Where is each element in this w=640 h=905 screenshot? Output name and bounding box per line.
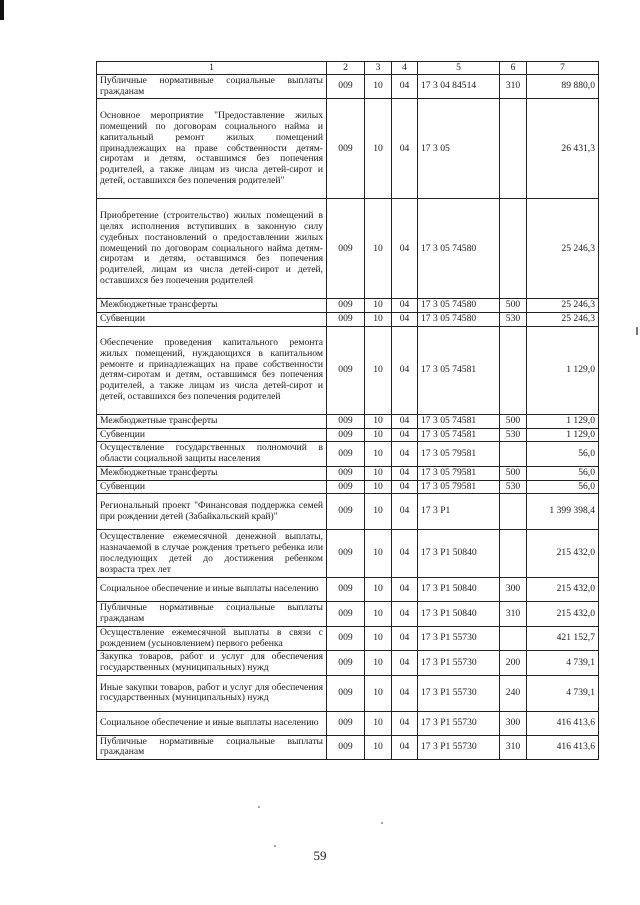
budget-table bbox=[96, 61, 599, 760]
amount-cell: 89 880,0 bbox=[527, 75, 599, 99]
section-cell: 10 bbox=[365, 414, 392, 428]
section-cell: 10 bbox=[365, 75, 392, 99]
subsection-cell: 04 bbox=[392, 578, 418, 602]
expense-type-cell: 240 bbox=[500, 675, 527, 711]
target-article-cell: 17 3 05 79581 bbox=[418, 442, 500, 466]
table-row bbox=[97, 75, 599, 99]
subsection-cell: 04 bbox=[392, 711, 418, 735]
target-article-cell: 17 3 05 74580 bbox=[418, 199, 500, 299]
section-cell: 10 bbox=[365, 299, 392, 313]
table-row bbox=[97, 442, 599, 466]
scan-edge-mark bbox=[0, 0, 4, 20]
ministry-code-cell: 009 bbox=[327, 480, 365, 494]
table-row bbox=[97, 494, 599, 530]
table-row bbox=[97, 651, 599, 675]
subsection-cell: 04 bbox=[392, 530, 418, 578]
table-row bbox=[97, 735, 599, 759]
scan-speck bbox=[258, 806, 260, 808]
ministry-code-cell: 009 bbox=[327, 414, 365, 428]
table-row bbox=[97, 530, 599, 578]
section-cell: 10 bbox=[365, 466, 392, 480]
row-name-cell: Межбюджетные трансферты bbox=[97, 299, 327, 313]
table-row bbox=[97, 99, 599, 199]
ministry-code-cell: 009 bbox=[327, 494, 365, 530]
subsection-cell: 04 bbox=[392, 466, 418, 480]
section-cell: 10 bbox=[365, 494, 392, 530]
ministry-code-cell: 009 bbox=[327, 299, 365, 313]
expense-type-cell: 300 bbox=[500, 711, 527, 735]
section-cell: 10 bbox=[365, 530, 392, 578]
amount-cell: 421 152,7 bbox=[527, 626, 599, 650]
section-cell: 10 bbox=[365, 602, 392, 626]
amount-cell: 25 246,3 bbox=[527, 313, 599, 327]
amount-cell: 56,0 bbox=[527, 480, 599, 494]
scan-speck bbox=[381, 822, 383, 824]
table-row bbox=[97, 675, 599, 711]
subsection-cell: 04 bbox=[392, 480, 418, 494]
section-cell: 10 bbox=[365, 313, 392, 327]
table-row bbox=[97, 466, 599, 480]
scan-speck bbox=[274, 845, 276, 847]
amount-cell: 1 399 398,4 bbox=[527, 494, 599, 530]
header-cell: 7 bbox=[527, 62, 599, 75]
table-row bbox=[97, 711, 599, 735]
expense-type-cell: 200 bbox=[500, 651, 527, 675]
section-cell: 10 bbox=[365, 428, 392, 442]
section-cell: 10 bbox=[365, 99, 392, 199]
section-cell: 10 bbox=[365, 326, 392, 414]
expense-type-cell: 300 bbox=[500, 578, 527, 602]
table-row bbox=[97, 626, 599, 650]
row-name-cell: Субвенции bbox=[97, 428, 327, 442]
expense-type-cell bbox=[500, 442, 527, 466]
target-article-cell: 17 3 P1 bbox=[418, 494, 500, 530]
header-cell: 4 bbox=[392, 62, 418, 75]
amount-cell: 56,0 bbox=[527, 466, 599, 480]
amount-cell: 26 431,3 bbox=[527, 99, 599, 199]
ministry-code-cell: 009 bbox=[327, 711, 365, 735]
expense-type-cell: 530 bbox=[500, 480, 527, 494]
target-article-cell: 17 3 04 84514 bbox=[418, 75, 500, 99]
scan-margin-tick bbox=[636, 327, 638, 335]
section-cell: 10 bbox=[365, 442, 392, 466]
ministry-code-cell: 009 bbox=[327, 466, 365, 480]
expense-type-cell bbox=[500, 99, 527, 199]
row-name-cell: Осуществление ежемесячной денежной выплаты, назначаемой в случае рождения третьего ребенка или последующих детей до достижения ребенком возраста трех лет bbox=[97, 530, 327, 578]
subsection-cell: 04 bbox=[392, 735, 418, 759]
expense-type-cell bbox=[500, 199, 527, 299]
section-cell: 10 bbox=[365, 480, 392, 494]
expense-type-cell: 310 bbox=[500, 75, 527, 99]
ministry-code-cell: 009 bbox=[327, 199, 365, 299]
ministry-code-cell: 009 bbox=[327, 578, 365, 602]
expense-type-cell bbox=[500, 530, 527, 578]
target-article-cell: 17 3 05 74581 bbox=[418, 414, 500, 428]
row-name-cell: Субвенции bbox=[97, 480, 327, 494]
subsection-cell: 04 bbox=[392, 626, 418, 650]
subsection-cell: 04 bbox=[392, 651, 418, 675]
amount-cell: 215 432,0 bbox=[527, 578, 599, 602]
subsection-cell: 04 bbox=[392, 299, 418, 313]
amount-cell: 1 129,0 bbox=[527, 414, 599, 428]
row-name-cell: Публичные нормативные социальные выплаты гражданам bbox=[97, 602, 327, 626]
row-name-cell: Межбюджетные трансферты bbox=[97, 414, 327, 428]
amount-cell: 215 432,0 bbox=[527, 602, 599, 626]
target-article-cell: 17 3 05 74581 bbox=[418, 428, 500, 442]
row-name-cell: Осуществление государственных полномочий в области социальной защиты населения bbox=[97, 442, 327, 466]
table-row bbox=[97, 313, 599, 327]
target-article-cell: 17 3 05 79581 bbox=[418, 480, 500, 494]
subsection-cell: 04 bbox=[392, 675, 418, 711]
table-row bbox=[97, 602, 599, 626]
section-cell: 10 bbox=[365, 675, 392, 711]
ministry-code-cell: 009 bbox=[327, 735, 365, 759]
header-cell: 3 bbox=[365, 62, 392, 75]
section-cell: 10 bbox=[365, 711, 392, 735]
row-name-cell: Публичные нормативные социальные выплаты гражданам bbox=[97, 75, 327, 99]
target-article-cell: 17 3 P1 50840 bbox=[418, 530, 500, 578]
subsection-cell: 04 bbox=[392, 326, 418, 414]
table-row bbox=[97, 578, 599, 602]
subsection-cell: 04 bbox=[392, 199, 418, 299]
table-row bbox=[97, 199, 599, 299]
expense-type-cell: 310 bbox=[500, 602, 527, 626]
amount-cell: 4 739,1 bbox=[527, 651, 599, 675]
table-row bbox=[97, 299, 599, 313]
row-name-cell: Иные закупки товаров, работ и услуг для обеспечения государственных (муниципальных) нужд bbox=[97, 675, 327, 711]
expense-type-cell: 500 bbox=[500, 414, 527, 428]
expense-type-cell bbox=[500, 626, 527, 650]
subsection-cell: 04 bbox=[392, 602, 418, 626]
amount-cell: 1 129,0 bbox=[527, 428, 599, 442]
section-cell: 10 bbox=[365, 651, 392, 675]
ministry-code-cell: 009 bbox=[327, 651, 365, 675]
ministry-code-cell: 009 bbox=[327, 442, 365, 466]
subsection-cell: 04 bbox=[392, 494, 418, 530]
subsection-cell: 04 bbox=[392, 414, 418, 428]
target-article-cell: 17 3 P1 55730 bbox=[418, 711, 500, 735]
table-row bbox=[97, 480, 599, 494]
row-name-cell: Региональный проект "Финансовая поддержка семей при рождении детей (Забайкальский край)" bbox=[97, 494, 327, 530]
amount-cell: 215 432,0 bbox=[527, 530, 599, 578]
amount-cell: 416 413,6 bbox=[527, 711, 599, 735]
row-name-cell: Закупка товаров, работ и услуг для обеспечения государственных (муниципальных) нужд bbox=[97, 651, 327, 675]
ministry-code-cell: 009 bbox=[327, 675, 365, 711]
row-name-cell: Субвенции bbox=[97, 313, 327, 327]
table-row bbox=[97, 414, 599, 428]
expense-type-cell: 530 bbox=[500, 428, 527, 442]
amount-cell: 416 413,6 bbox=[527, 735, 599, 759]
target-article-cell: 17 3 05 79581 bbox=[418, 466, 500, 480]
section-cell: 10 bbox=[365, 199, 392, 299]
target-article-cell: 17 3 P1 55730 bbox=[418, 735, 500, 759]
row-name-cell: Обеспечение проведения капитального ремонта жилых помещений, нуждающихся в капитальном ремонте и принадлежащих на праве собственности детям-сиротам и детям, оставшимся без попечения родителей, а также лицам из числа детей-сирот и детей, оставшихся без попечения родителей bbox=[97, 326, 327, 414]
header-cell: 5 bbox=[418, 62, 500, 75]
table-row bbox=[97, 428, 599, 442]
header-row bbox=[97, 62, 599, 75]
row-name-cell: Межбюджетные трансферты bbox=[97, 466, 327, 480]
row-name-cell: Социальное обеспечение и иные выплаты населению bbox=[97, 578, 327, 602]
amount-cell: 1 129,0 bbox=[527, 326, 599, 414]
target-article-cell: 17 3 05 74581 bbox=[418, 326, 500, 414]
row-name-cell: Социальное обеспечение и иные выплаты населению bbox=[97, 711, 327, 735]
ministry-code-cell: 009 bbox=[327, 326, 365, 414]
subsection-cell: 04 bbox=[392, 428, 418, 442]
target-article-cell: 17 3 P1 50840 bbox=[418, 578, 500, 602]
target-article-cell: 17 3 05 bbox=[418, 99, 500, 199]
target-article-cell: 17 3 P1 50840 bbox=[418, 602, 500, 626]
header-cell: 2 bbox=[327, 62, 365, 75]
ministry-code-cell: 009 bbox=[327, 99, 365, 199]
ministry-code-cell: 009 bbox=[327, 428, 365, 442]
ministry-code-cell: 009 bbox=[327, 313, 365, 327]
amount-cell: 56,0 bbox=[527, 442, 599, 466]
target-article-cell: 17 3 P1 55730 bbox=[418, 675, 500, 711]
row-name-cell: Приобретение (строительство) жилых помещений в целях исполнения вступивших в законную силу судебных постановлений о предоставлении жилых помещений по договорам социального найма детям-сиротам и детям, оставшимся без попечения родителей, лицам из числа детей-сирот и детей, оставшихся без попечения родителей bbox=[97, 199, 327, 299]
row-name-cell: Основное мероприятие "Предоставление жилых помещений по договорам социального найма и капитальный ремонт жилых помещений принадлежащих на праве собственности детям-сиротам и детям, оставшимся без попечения родителей, а также лицам из числа детей-сирот и детей, оставшихся без попечения родителей" bbox=[97, 99, 327, 199]
amount-cell: 25 246,3 bbox=[527, 299, 599, 313]
row-name-cell: Осуществление ежемесячной выплаты в связи с рождением (усыновлением) первого ребенка bbox=[97, 626, 327, 650]
expense-type-cell: 530 bbox=[500, 313, 527, 327]
subsection-cell: 04 bbox=[392, 313, 418, 327]
target-article-cell: 17 3 05 74580 bbox=[418, 299, 500, 313]
page-number: 59 bbox=[313, 848, 327, 863]
section-cell: 10 bbox=[365, 626, 392, 650]
ministry-code-cell: 009 bbox=[327, 75, 365, 99]
target-article-cell: 17 3 05 74580 bbox=[418, 313, 500, 327]
section-cell: 10 bbox=[365, 578, 392, 602]
row-name-cell: Публичные нормативные социальные выплаты гражданам bbox=[97, 735, 327, 759]
expense-type-cell: 500 bbox=[500, 466, 527, 480]
target-article-cell: 17 3 P1 55730 bbox=[418, 651, 500, 675]
expense-type-cell: 310 bbox=[500, 735, 527, 759]
header-cell: 1 bbox=[97, 62, 327, 75]
ministry-code-cell: 009 bbox=[327, 602, 365, 626]
subsection-cell: 04 bbox=[392, 99, 418, 199]
section-cell: 10 bbox=[365, 735, 392, 759]
amount-cell: 25 246,3 bbox=[527, 199, 599, 299]
subsection-cell: 04 bbox=[392, 75, 418, 99]
amount-cell: 4 739,1 bbox=[527, 675, 599, 711]
subsection-cell: 04 bbox=[392, 442, 418, 466]
ministry-code-cell: 009 bbox=[327, 626, 365, 650]
ministry-code-cell: 009 bbox=[327, 530, 365, 578]
target-article-cell: 17 3 P1 55730 bbox=[418, 626, 500, 650]
expense-type-cell bbox=[500, 494, 527, 530]
header-cell: 6 bbox=[500, 62, 527, 75]
expense-type-cell bbox=[500, 326, 527, 414]
expense-type-cell: 500 bbox=[500, 299, 527, 313]
table-row bbox=[97, 326, 599, 414]
